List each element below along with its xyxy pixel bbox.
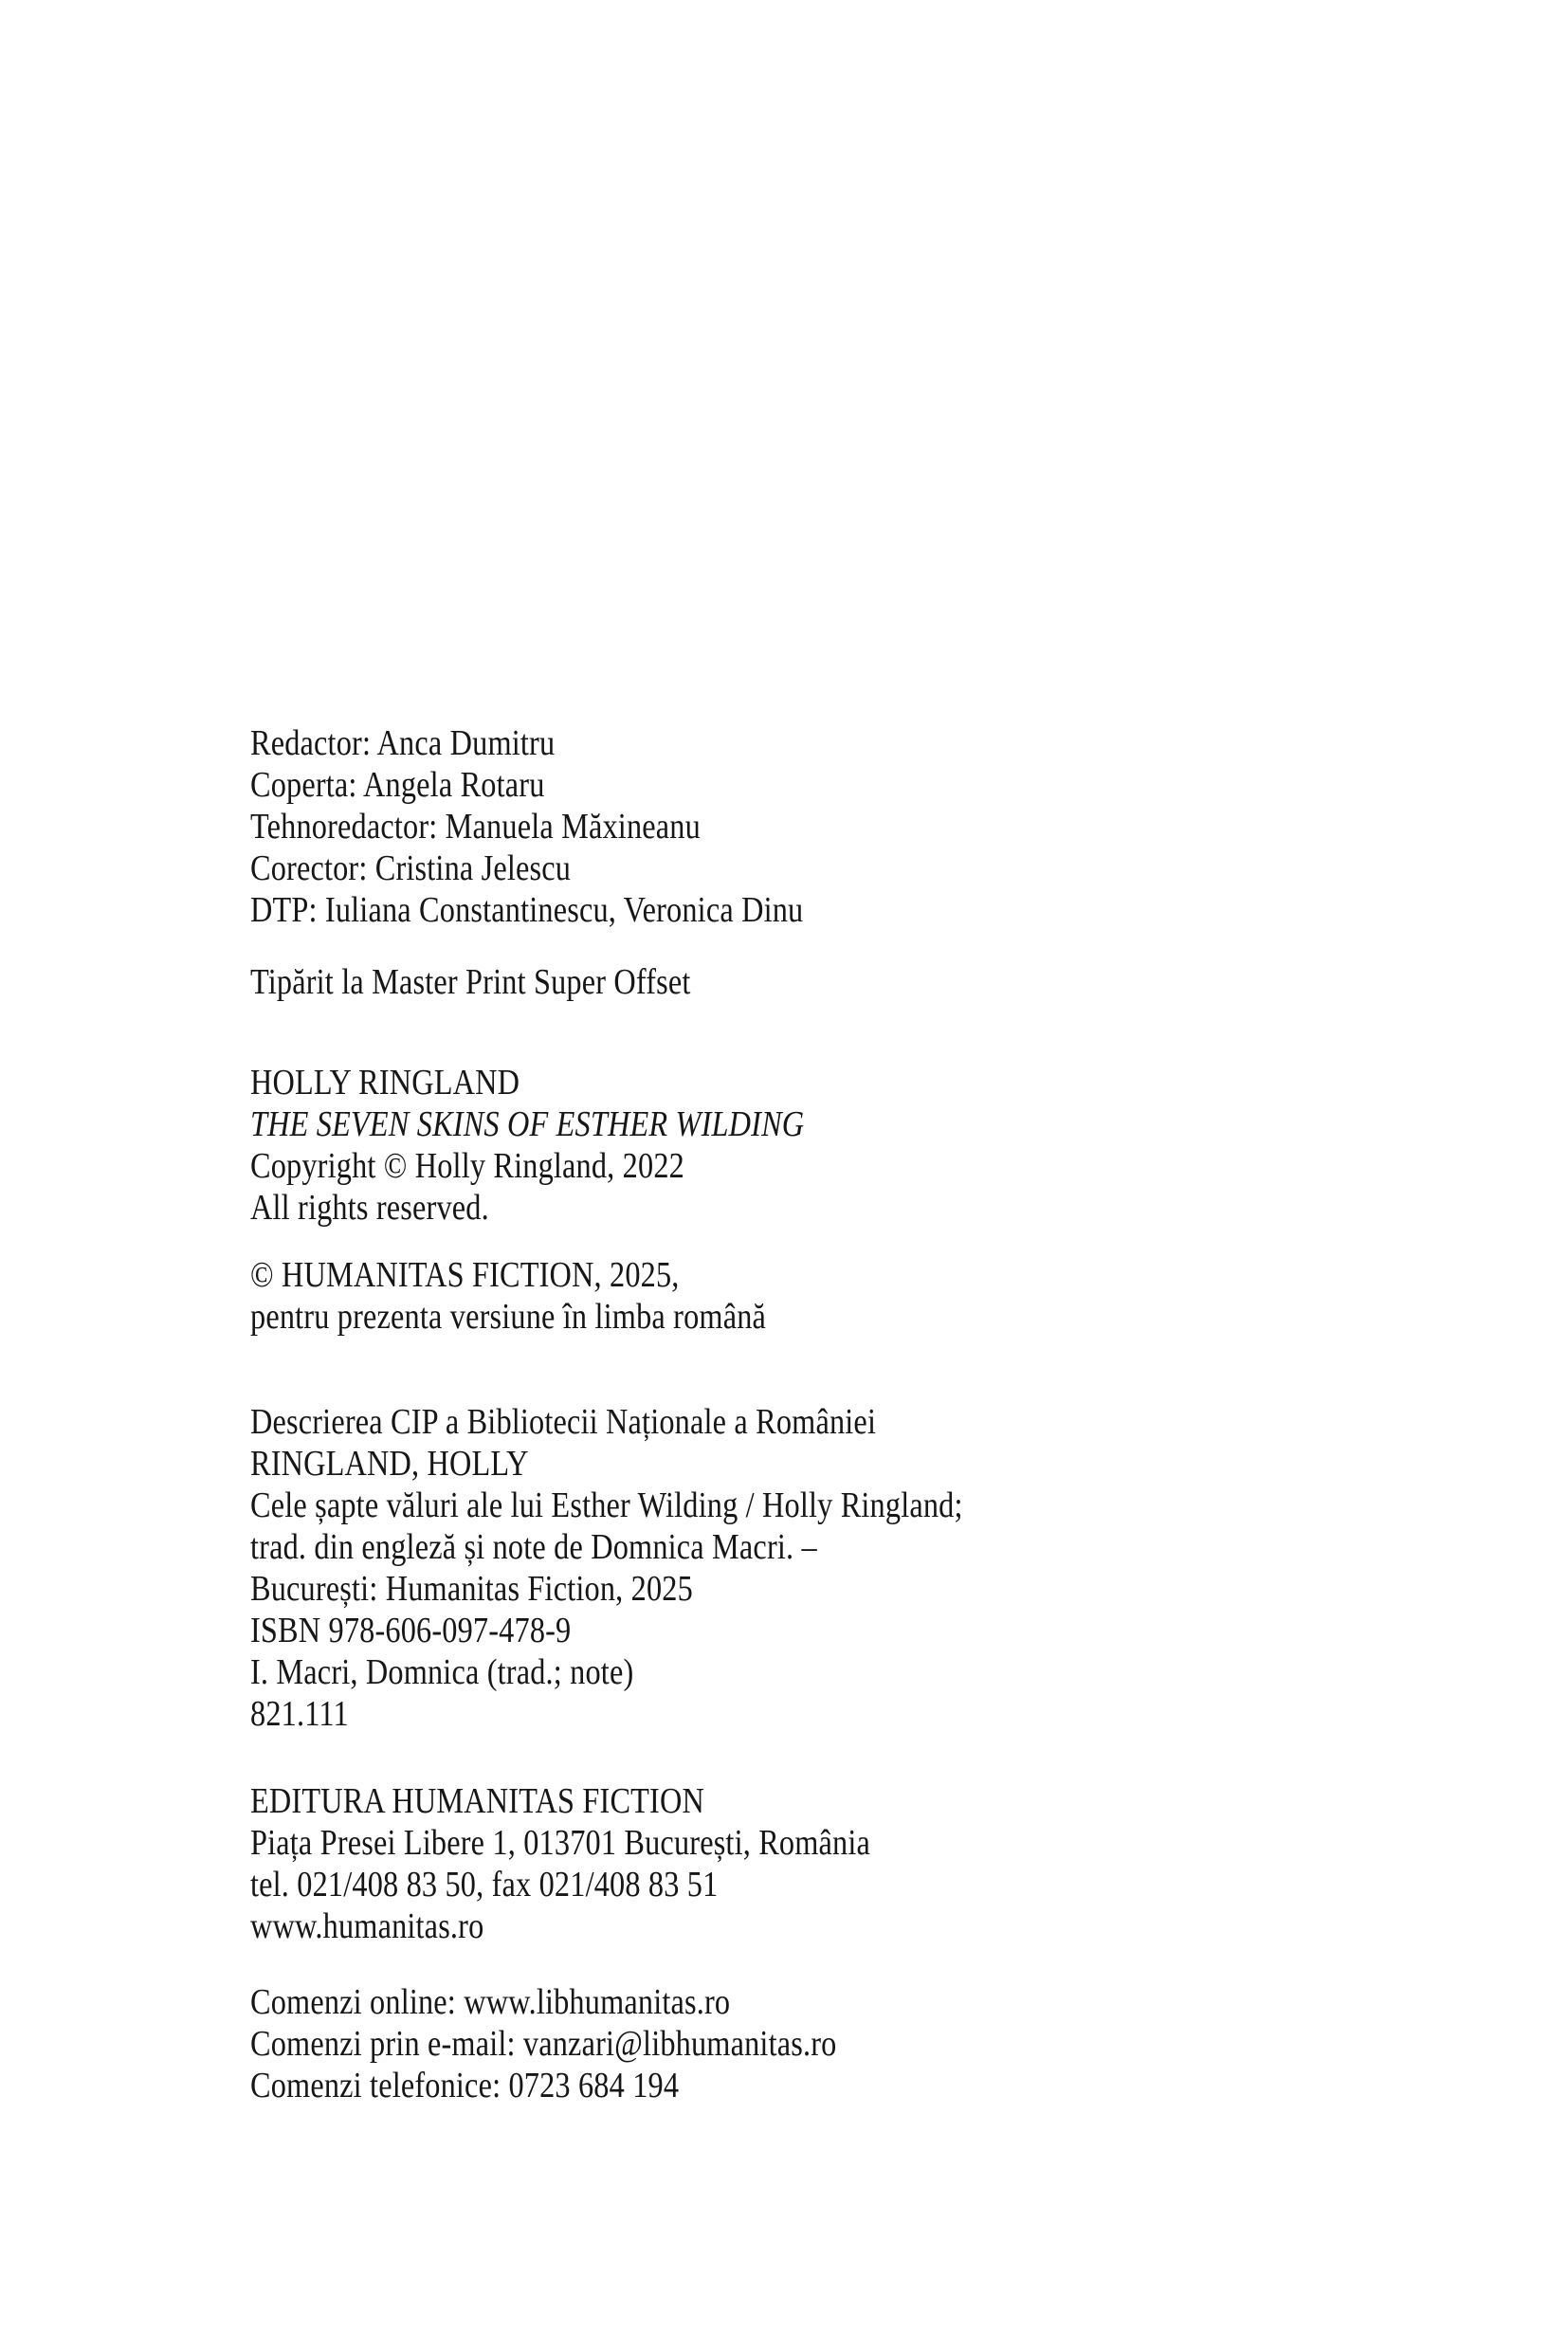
- isbn-line: ISBN 978-606-097-478-9: [250, 1611, 572, 1650]
- orders-online-line: Comenzi online: www.libhumanitas.ro: [250, 1982, 731, 2022]
- publisher-phone: tel. 021/408 83 50, fax 021/408 83 51: [250, 1865, 719, 1904]
- original-title: THE SEVEN SKINS OF ESTHER WILDING: [250, 1104, 805, 1144]
- publisher-website: www.humanitas.ro: [250, 1906, 484, 1946]
- cip-publisher-line: București: Humanitas Fiction, 2025: [250, 1569, 693, 1609]
- publisher-block: [250, 1780, 870, 1947]
- credits-block: [250, 722, 803, 931]
- author-name: HOLLY RINGLAND: [250, 1063, 520, 1103]
- publisher-address: Piața Presei Libere 1, 013701 București, România: [250, 1823, 871, 1863]
- corector-line: Corector: Cristina Jelescu: [250, 848, 572, 888]
- publisher-name: EDITURA HUMANITAS FICTION: [250, 1781, 704, 1821]
- copyright-line: Copyright © Holly Ringland, 2022: [250, 1146, 684, 1186]
- cip-description-block: [250, 1401, 963, 1735]
- printer-block: [250, 961, 691, 1003]
- romanian-copyright-block: [250, 1254, 766, 1338]
- cip-title-line: Cele șapte văluri ale lui Esther Wilding / Holly Ringland;: [250, 1485, 963, 1525]
- redactor-line: Redactor: Anca Dumitru: [250, 723, 556, 763]
- coperta-line: Coperta: Angela Rotaru: [250, 765, 545, 805]
- tehnoredactor-line: Tehnoredactor: Manuela Măxineanu: [250, 807, 701, 847]
- orders-block: [250, 1981, 836, 2106]
- dtp-line: DTP: Iuliana Constantinescu, Veronica Dinu: [250, 890, 804, 930]
- cip-author: RINGLAND, HOLLY: [250, 1444, 529, 1484]
- original-copyright-block: [250, 1062, 804, 1229]
- cip-translator-line: trad. din engleză și note de Domnica Macri. –: [250, 1527, 817, 1567]
- printer-line: Tipărit la Master Print Super Offset: [250, 962, 691, 1002]
- cip-contributor-line: I. Macri, Domnica (trad.; note): [250, 1652, 634, 1692]
- orders-phone-line: Comenzi telefonice: 0723 684 194: [250, 2066, 680, 2105]
- rights-reserved-line: All rights reserved.: [250, 1188, 489, 1228]
- udc-number: 821.111: [250, 1694, 349, 1734]
- orders-email-line: Comenzi prin e-mail: vanzari@libhumanitas.ro: [250, 2024, 837, 2064]
- romanian-version-line: pentru prezenta versiune în limba română: [250, 1297, 767, 1337]
- copyright-holder-line: © HUMANITAS FICTION, 2025,: [250, 1255, 680, 1295]
- cip-heading: Descrierea CIP a Bibliotecii Naționale a României: [250, 1402, 877, 1442]
